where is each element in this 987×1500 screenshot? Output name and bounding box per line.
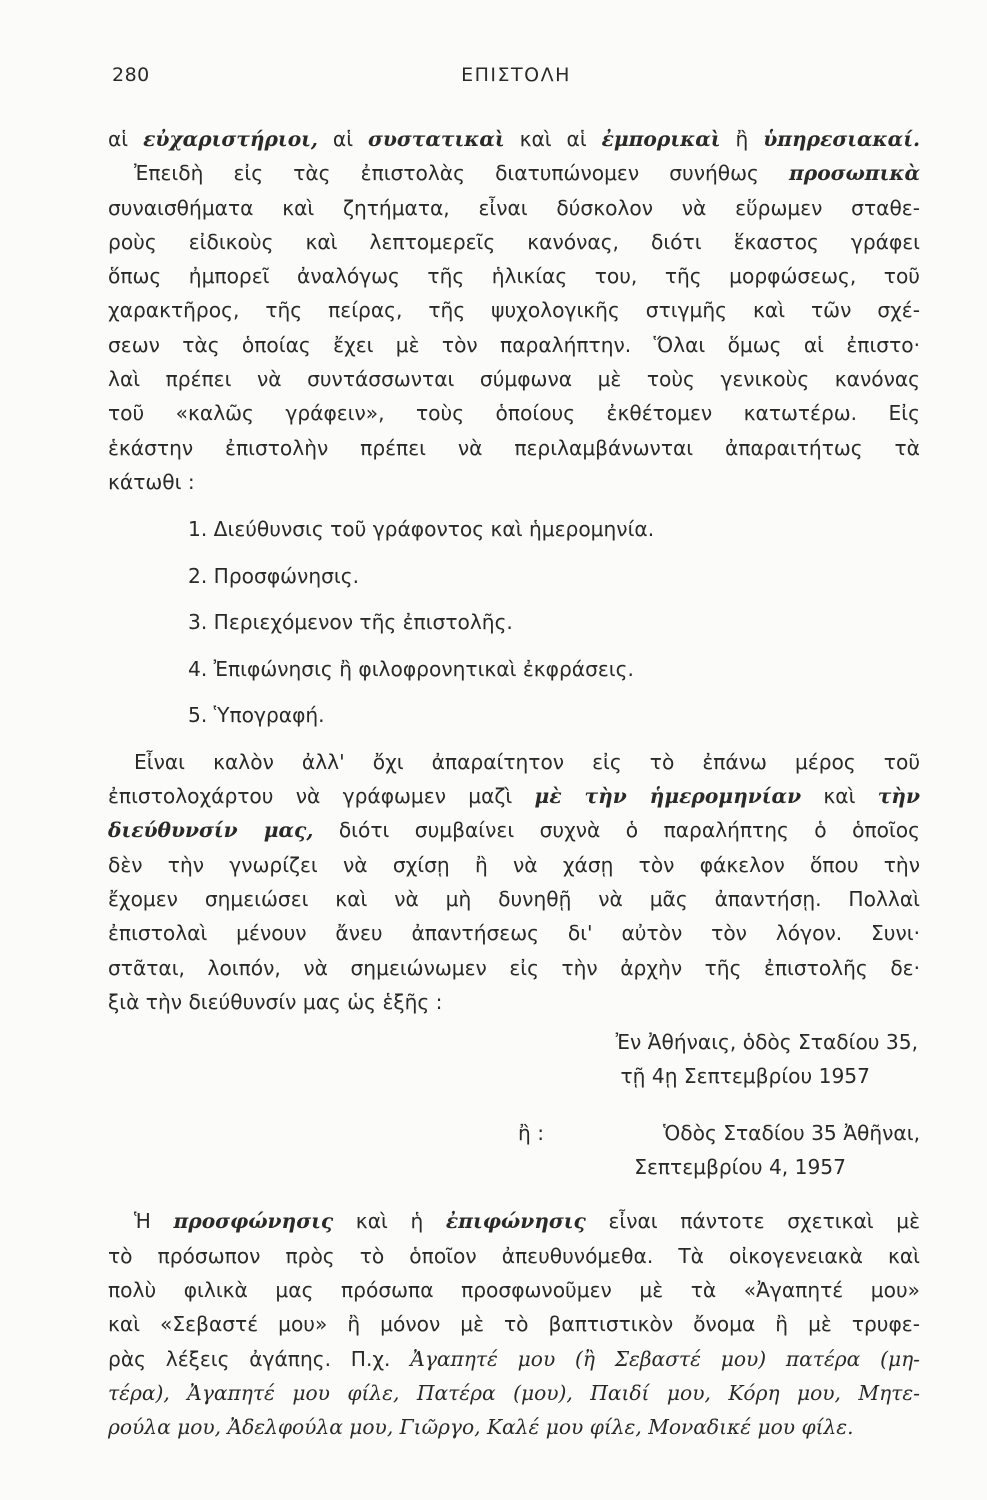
list-item: 1. Διεύθυνσις τοῦ γράφοντος καὶ ἡμερομηνία. bbox=[188, 517, 655, 542]
list-item: 4. Ἐπιφώνησις ἢ φιλοφρονητικαὶ ἐκφράσεις. bbox=[188, 656, 634, 681]
address-line: Ἐν Ἀθήναις, ὁδὸς Σταδίου 35, bbox=[615, 1030, 918, 1055]
address-line: Ὁδὸς Σταδίου 35 Ἀθῆναι, bbox=[663, 1120, 920, 1145]
text-line: χαρακτῆρος, τῆς πείρας, τῆς ψυχολογικῆς στιγμῆς καὶ τῶν σχέ- bbox=[108, 298, 920, 323]
address-date-line: Σεπτεμβρίου 4, 1957 bbox=[634, 1155, 846, 1180]
address-date-line: τῇ 4ῃ Σεπτεμβρίου 1957 bbox=[620, 1064, 870, 1089]
paragraph-letter-types bbox=[108, 122, 920, 499]
address-example-1 bbox=[108, 1025, 920, 1094]
text-line: σεων τὰς ὁποίας ἔχει μὲ τὸν παραλήπτην. Ὅλαι ὅμως αἱ ἐπιστο· bbox=[108, 332, 920, 357]
text-line: αἱ εὐχαριστήριοι, αἱ συστατικαὶ καὶ αἱ ἐμπορικαὶ ἢ ὑπηρεσιακαί. bbox=[108, 127, 920, 151]
text-line: τὸ πρόσωπον πρὸς τὸ ὁποῖον ἀπευθυνόμεθα. Τὰ οἰκογενειακὰ καὶ bbox=[108, 1243, 920, 1268]
text-line: λαὶ πρέπει νὰ συντάσσωνται σύμφωνα μὲ τοὺς γενικοὺς κανόνας bbox=[108, 367, 920, 392]
or-label: ἢ : bbox=[518, 1120, 545, 1145]
text-line: διεύθυνσίν μας, διότι συμβαίνει συχνὰ ὁ παραλήπτης ὁ ὁποῖος bbox=[108, 818, 921, 843]
text-line: Ἐπειδὴ εἰς τὰς ἐπιστολὰς διατυπώνομεν συνήθως προσωπικὰ bbox=[134, 161, 920, 186]
text-line: ρούλα μου, Ἀδελφούλα μου, Γιῶργο, Καλέ μου φίλε, Μοναδικέ μου φίλε. bbox=[108, 1415, 854, 1440]
text-line: τέρα), Ἀγαπητέ μου φίλε, Πατέρα (μου), Παιδί μου, Κόρη μου, Μητε- bbox=[108, 1380, 920, 1405]
running-title: ΕΠΙΣΤΟΛΗ bbox=[461, 64, 571, 86]
text-line: ρὰς λέξεις ἀγάπης. Π.χ. Ἀγαπητέ μου (ἢ Σεβαστέ μου) πατέρα (μη- bbox=[108, 1346, 921, 1371]
text-line: ἔχομεν σημειώσει καὶ νὰ μὴ δυνηθῇ νὰ μᾶς ἀπαντήσῃ. Πολλαὶ bbox=[108, 886, 920, 911]
text-line: ξιὰ τὴν διεύθυνσίν μας ὡς ἑξῆς : bbox=[108, 989, 443, 1014]
text-line: Εἶναι καλὸν ἀλλ' ὄχι ἀπαραίτητον εἰς τὸ ἐπάνω μέρος τοῦ bbox=[134, 749, 920, 774]
page-number: 280 bbox=[112, 64, 150, 86]
page-header bbox=[112, 64, 920, 100]
text-line: ὅπως ἠμπορεῖ ἀναλόγως τῆς ἡλικίας του, τῆς μορφώσεως, τοῦ bbox=[108, 264, 920, 289]
text-line: κάτωθι : bbox=[108, 469, 195, 494]
list-item: 3. Περιεχόμενον τῆς ἐπιστολῆς. bbox=[188, 610, 513, 635]
letter-parts-list bbox=[108, 512, 920, 745]
address-example-2 bbox=[108, 1116, 920, 1185]
text-line: ἑκάστην ἐπιστολὴν πρέπει νὰ περιλαμβάνωνται ἀπαραιτήτως τὰ bbox=[108, 435, 920, 460]
text-line: ἐπιστολοχάρτου νὰ γράφωμεν μαζὶ μὲ τὴν ἡμερομηνίαν καὶ τὴν bbox=[108, 784, 920, 809]
list-item: 2. Προσφώνησις. bbox=[188, 563, 360, 588]
text-line: ἐπιστολαὶ μένουν ἄνευ ἀπαντήσεως δι' αὐτὸν τὸν λόγον. Συνι· bbox=[108, 921, 920, 946]
text-line: τοῦ «καλῶς γράφειν», τοὺς ὁποίους ἐκθέτομεν κατωτέρω. Εἰς bbox=[108, 401, 920, 426]
text-line: καὶ «Σεβαστέ μου» ἢ μόνον μὲ τὸ βαπτιστικὸν ὄνομα ἢ μὲ τρυφε- bbox=[108, 1312, 920, 1337]
paragraph-salutation bbox=[108, 1204, 920, 1444]
text-line: δὲν τὴν γνωρίζει νὰ σχίσῃ ἢ νὰ χάσῃ τὸν φάκελον ὅπου τὴν bbox=[108, 852, 920, 877]
text-line: συναισθήματα καὶ ζητήματα, εἶναι δύσκολον νὰ εὕρωμεν σταθε- bbox=[108, 195, 920, 220]
text-line: ροὺς εἰδικοὺς καὶ λεπτομερεῖς κανόνας, διότι ἕκαστος γράφει bbox=[108, 229, 920, 254]
paragraph-address bbox=[108, 745, 920, 1019]
list-item: 5. Ὑπογραφή. bbox=[188, 703, 325, 728]
page-body bbox=[108, 122, 920, 1444]
text-line: Ἡ προσφώνησις καὶ ἡ ἐπιφώνησις εἶναι πάντοτε σχετικαὶ μὲ bbox=[134, 1209, 920, 1234]
text-line: στᾶται, λοιπόν, νὰ σημειώνωμεν εἰς τὴν ἀρχὴν τῆς ἐπιστολῆς δε· bbox=[108, 955, 920, 980]
text-line: πολὺ φιλικὰ μας πρόσωπα προσφωνοῦμεν μὲ τὰ «Ἀγαπητέ μου» bbox=[108, 1277, 920, 1302]
